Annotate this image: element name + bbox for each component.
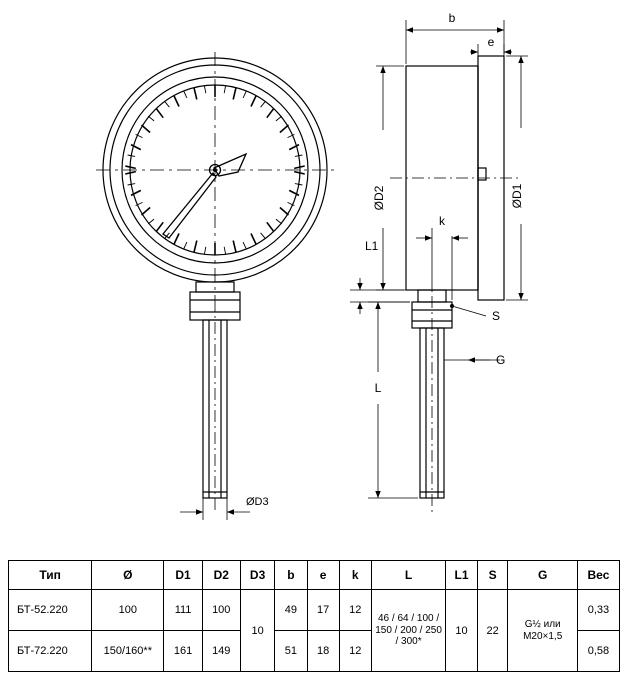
col-g: G [508, 561, 577, 590]
specification-table [8, 560, 620, 672]
specification-table-wrap [8, 560, 620, 672]
cell-d: 150/160** [92, 631, 164, 672]
table-header-row [9, 561, 620, 590]
cell-k: 12 [339, 590, 371, 631]
label-s: S [492, 309, 501, 323]
cell-l: 46 / 64 / 100 / 150 / 200 / 250 / 300* [371, 590, 446, 672]
cell-b: 49 [275, 590, 307, 631]
cell-weight: 0,58 [577, 631, 619, 672]
cell-d2: 100 [202, 590, 240, 631]
cell-k: 12 [339, 631, 371, 672]
cell-d1: 111 [164, 590, 202, 631]
cell-g: G½ или M20×1,5 [508, 590, 577, 672]
col-s: S [477, 561, 508, 590]
label-g: G [496, 353, 506, 367]
cell-d2: 149 [202, 631, 240, 672]
label-d3: ØD3 [246, 496, 269, 508]
cell-d1: 161 [164, 631, 202, 672]
cell-type: БТ-72.220 [9, 631, 92, 672]
cell-type: БТ-52.220 [9, 590, 92, 631]
front-stem-group [190, 282, 240, 512]
col-d3: D3 [240, 561, 275, 590]
col-k: k [339, 561, 371, 590]
col-d2: D2 [202, 561, 240, 590]
col-b: b [275, 561, 307, 590]
cell-e: 18 [307, 631, 339, 672]
dim-k [416, 228, 468, 300]
cell-e: 17 [307, 590, 339, 631]
leader-s [450, 304, 486, 316]
col-l: L [371, 561, 446, 590]
cell-weight: 0,33 [577, 590, 619, 631]
col-type: Тип [9, 561, 92, 590]
cell-d3: 10 [240, 590, 275, 672]
table-row [9, 590, 620, 631]
col-d1: D1 [164, 561, 202, 590]
label-l1: L1 [365, 239, 379, 253]
gauge-pointer [163, 154, 246, 238]
side-view-group [390, 56, 520, 512]
cell-d: 100 [92, 590, 164, 631]
label-l: L [374, 381, 382, 395]
col-d: Ø [92, 561, 164, 590]
label-k: k [439, 214, 445, 228]
dim-l [368, 302, 418, 498]
cell-s: 22 [477, 590, 508, 672]
label-b: b [448, 11, 456, 25]
cell-b: 51 [275, 631, 307, 672]
label-e: e [487, 35, 495, 49]
label-d1: ØD1 [510, 183, 524, 209]
col-l1: L1 [446, 561, 477, 590]
label-d2: ØD2 [372, 185, 386, 211]
col-weight: Вес [577, 561, 619, 590]
cell-l1: 10 [446, 590, 477, 672]
col-e: e [307, 561, 339, 590]
